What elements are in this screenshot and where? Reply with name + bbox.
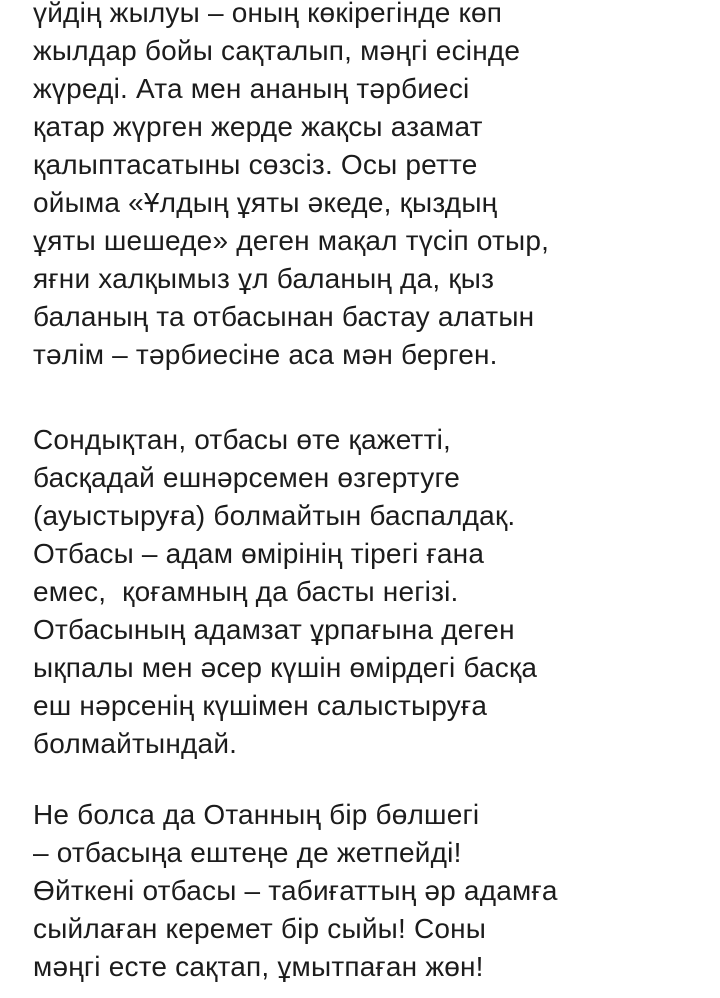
text-line: емес, қоғамның да басты негізі. xyxy=(33,576,459,607)
text-line: Өйткені отбасы – табиғаттың әр адамға xyxy=(33,875,558,906)
text-line: мәңгі есте сақтап, ұмытпаған жөн! xyxy=(33,951,484,982)
text-line: сыйлаған керемет бір сыйы! Соны xyxy=(33,913,487,944)
text-line: тәлім – тәрбиесіне аса мән берген. xyxy=(33,339,498,370)
text-line: Отбасының адамзат ұрпағына деген xyxy=(33,614,515,645)
text-line: яғни халқымыз ұл баланың да, қыз xyxy=(33,263,495,294)
text-line: басқадай ешнәрсемен өзгертуге xyxy=(33,462,461,493)
text-line: қалыптасатыны сөзсіз. Осы ретте xyxy=(33,149,478,180)
text-line: ұяты шешеде» деген мақал түсіп отыр, xyxy=(33,225,550,256)
text-line: ықпалы мен әсер күшін өмірдегі басқа xyxy=(33,652,538,683)
text-line: баланың та отбасынан бастау алатын xyxy=(33,301,535,332)
text-line: қатар жүрген жерде жақсы азамат xyxy=(33,111,483,142)
text-line: жылдар бойы сақталып, мәңгі есінде xyxy=(33,35,521,66)
paragraph-family-upbringing xyxy=(33,0,549,374)
paragraph-family-importance xyxy=(33,421,537,763)
text-line: (ауыстыруға) болмайтын баспалдақ. xyxy=(33,500,516,531)
text-line: үйдің жылуы – оның көкірегінде көп xyxy=(33,0,503,28)
text-line: Сондықтан, отбасы өте қажетті, xyxy=(33,424,452,455)
text-line: жүреді. Ата мен ананың тәрбиесі xyxy=(33,73,470,104)
paragraph-conclusion xyxy=(33,796,558,986)
text-line: ойыма «Ұлдың ұяты әкеде, қыздың xyxy=(33,187,498,218)
text-line: Не болса да Отанның бір бөлшегі xyxy=(33,799,480,830)
text-line: Отбасы – адам өмірінің тірегі ғана xyxy=(33,538,485,569)
text-line: еш нәрсенің күшімен салыстыруға xyxy=(33,690,488,721)
text-line: болмайтындай. xyxy=(33,728,238,759)
text-line: – отбасыңа ештеңе де жетпейді! xyxy=(33,837,462,868)
